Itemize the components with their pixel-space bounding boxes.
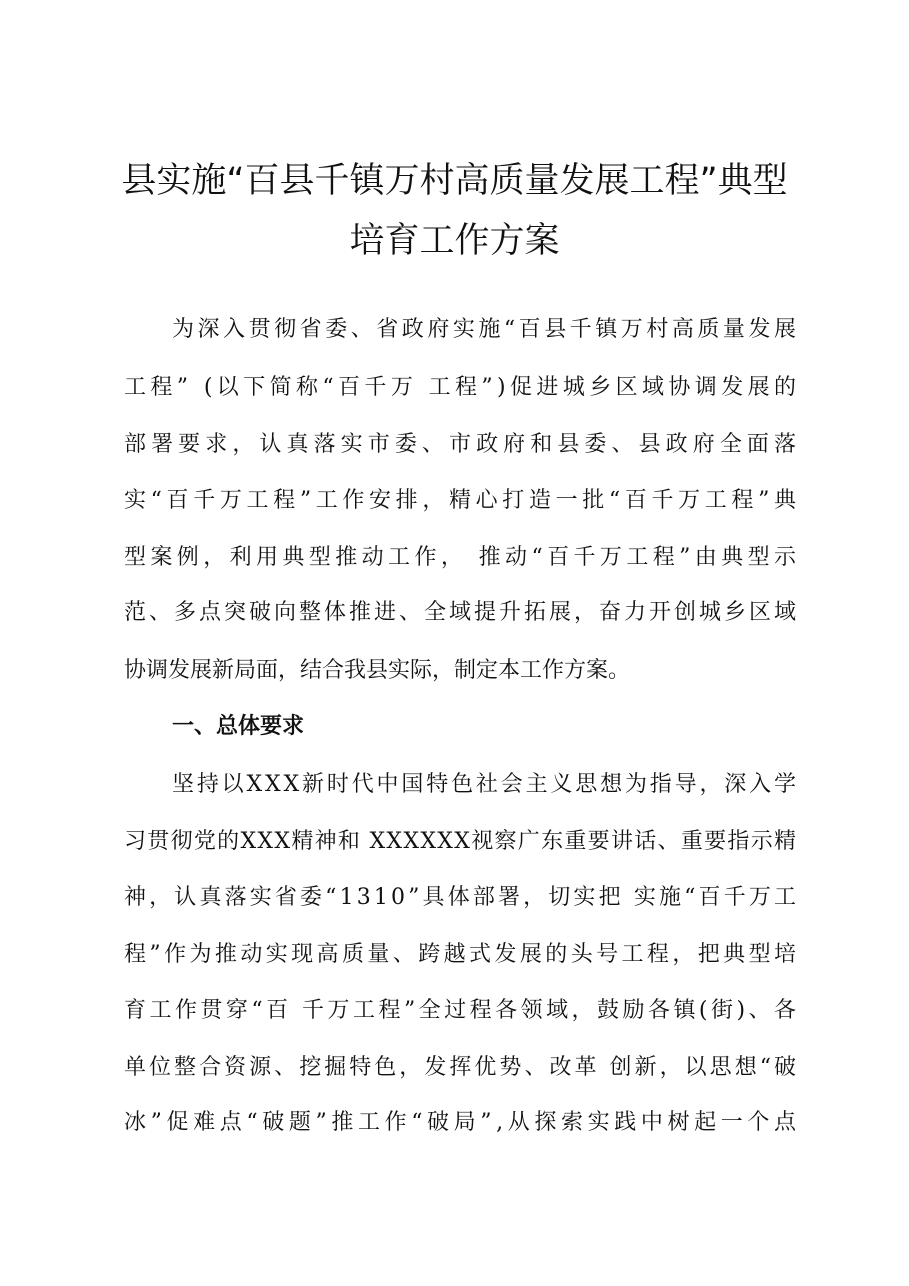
section-1-line-1: 坚持以XXX新时代中国特色社会主义思想为指导，深入学	[172, 772, 799, 797]
intro-line-7: 协调发展新局面，结合我县实际，制定本工作方案。	[124, 658, 631, 683]
section-1-line-6: 单位整合资源、挖掘特色，发挥优势、改革 创新，以思想“破	[124, 1055, 800, 1080]
intro-line-5: 型案例，利用典型推动工作， 推动“百千万工程”由典型示	[124, 545, 801, 570]
intro-line-3: 部署要求，认真落实市委、市政府和县委、县政府全面落	[124, 432, 802, 457]
intro-line-6: 范、多点突破向整体推进、全域提升拓展，奋力开创城乡区域	[124, 600, 799, 625]
section-1-line-2: 习贯彻党的XXX精神和 XXXXXX视察广东重要讲话、重要指示精	[124, 829, 798, 854]
section-1-heading: 一、总体要求	[172, 714, 305, 739]
intro-line-4: 实“百千万工程”工作安排，精心打造一批“百千万工程”典	[124, 488, 801, 513]
document-title-line-1: 县实施“百县千镇万村高质量发展工程”典型	[121, 161, 788, 201]
intro-line-1: 为深入贯彻省委、省政府实施“百县千镇万村高质量发展	[172, 317, 800, 342]
intro-line-2: 工程” (以下简称“百千万 工程”)促进城乡区域协调发展的	[124, 375, 801, 400]
section-1-line-3: 神，认真落实省委“1310”具体部署，切实把 实施“百千万工	[124, 885, 800, 910]
section-1-line-4: 程”作为推动实现高质量、跨越式发展的头号工程，把典型培	[124, 942, 800, 967]
section-1-line-7: 冰”促难点“破题”推工作“破局”,从探索实践中树起一个点	[124, 1110, 801, 1135]
document-title-line-2: 培育工作方案	[349, 221, 560, 261]
section-1-line-5: 育工作贯穿“百 千万工程”全过程各领域，鼓励各镇(街)、各	[124, 998, 800, 1023]
